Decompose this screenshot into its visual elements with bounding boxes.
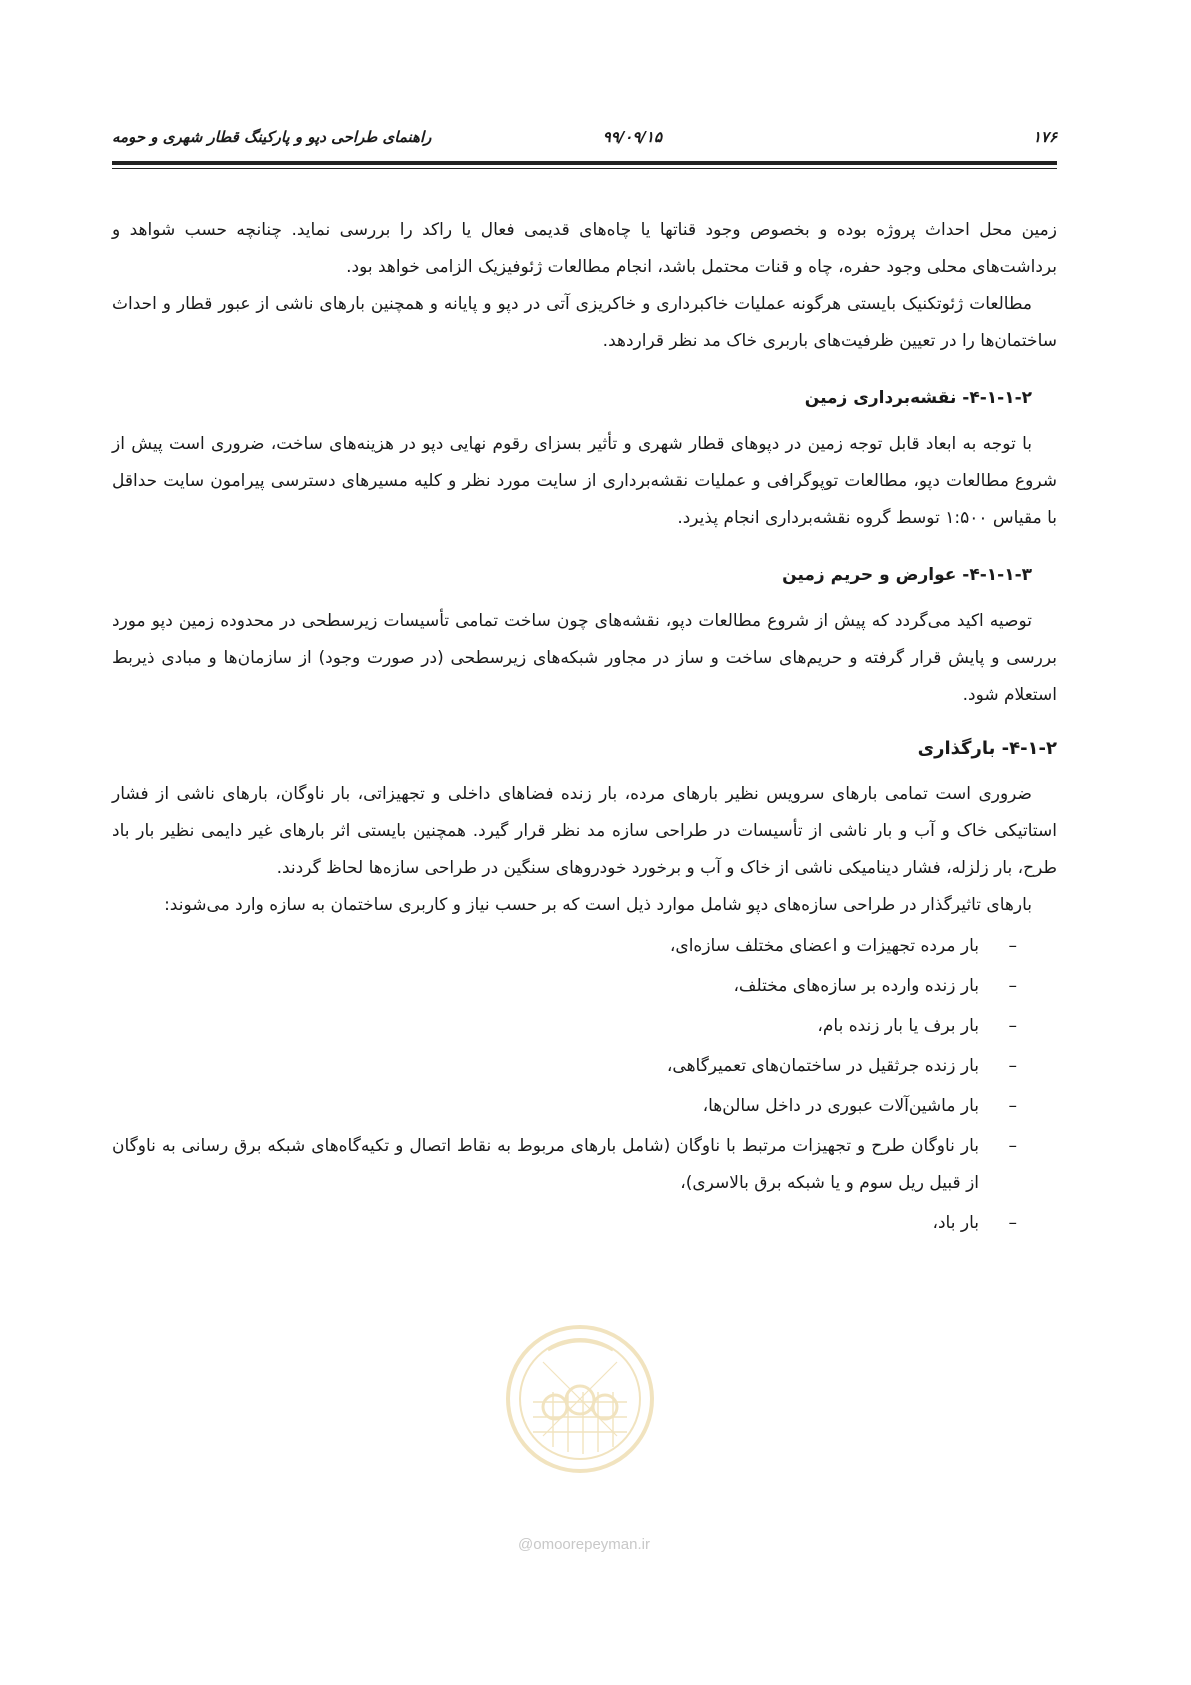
document-body — [112, 212, 1057, 1245]
header-date: ۹۹/۰۹/۱۵ — [602, 128, 662, 146]
paragraph-land-survey: با توجه به ابعاد قابل توجه زمین در دپوهای قطار شهری و تأثیر بسزای رقوم نهایی دپو در هزینه‌های ساخت، ضروری است پیش از شروع مطالعات دپو، مطالعات توپوگرافی و عملیات نقشه‌برداری از سایت مورد نظر و کلیه مسیرهای دسترسی پیرامون سایت حداقل با مقیاس ۱:۵۰۰ توسط گروه نقشه‌برداری انجام پذیرد. — [112, 434, 1057, 528]
list-dash: – — [1008, 1213, 1017, 1233]
list-item-text: بار ماشین‌آلات عبوری در داخل سالن‌ها، — [702, 1096, 979, 1116]
header-rule-thick — [112, 161, 1057, 165]
load-list — [112, 928, 1057, 1242]
list-item-text: بار زنده وارده بر سازه‌های مختلف، — [733, 976, 979, 996]
list-dash: – — [1008, 1056, 1017, 1076]
header-title: راهنمای طراحی دپو و پارکینگ قطار شهری و حومه — [112, 128, 432, 146]
paragraph-land-features: توصیه اکید می‌گردد که پیش از شروع مطالعات دپو، نقشه‌های چون ساخت تمامی تأسیسات زیرسطحی در محدوده زمین دپو مورد بررسی و پایش قرار گرفته و حریم‌های ساخت و ساز در مجاور شبکه‌های زیرسطحی (در صورت وجود) از سازمان‌ها و مبادی ذیربط استعلام شود. — [112, 611, 1057, 705]
section-heading-land-survey: ۴-۱-۱-۲- نقشه‌برداری زمین — [804, 388, 1032, 408]
list-item-text: بار مرده تجهیزات و اعضای مختلف سازه‌ای، — [669, 936, 979, 956]
paragraph-geotechnical: مطالعات ژئوتکنیک بایستی هرگونه عملیات خاکبرداری و خاکریزی آتی در دپو و پایانه و همچنین بارهای ناشی از عبور قطار و احداث ساختمان‌ها را در تعیین ظرفیت‌های باربری خاک مد نظر قراردهد. — [112, 294, 1057, 351]
list-item — [112, 968, 1017, 1005]
list-item — [112, 928, 1017, 965]
paragraph-loading: ضروری است تمامی بارهای سرویس نظیر بارهای مرده، بار زنده فضاهای داخلی و تجهیزاتی، بار ناوگان، بارهای ناشی از فشار استاتیکی خاک و آب و بار ناشی از تأسیسات در طراحی سازه مد نظر قرار گیرد. همچنین بایستی اثر بارهای غیر دایمی نظیر بار باد طرح، بار زلزله، فشار دینامیکی ناشی از خاک و آب و برخورد خودروهای سنگین در طراحی سازه‌ها لحاظ گردند. — [112, 784, 1057, 878]
list-item-text: بار زنده جرثقیل در ساختمان‌های تعمیرگاهی، — [666, 1056, 979, 1076]
header-rule-thin — [112, 168, 1057, 169]
paragraph-continuation: زمین محل احداث پروژه بوده و بخصوص وجود قناتها یا چاه‌های قدیمی فعال یا راکد را بررسی نماید. چنانچه حسب شواهد و برداشت‌های محلی وجود حفره، چاه و قنات محتمل باشد، انجام مطالعات ژئوفیزیک الزامی خواهد بود. — [112, 220, 1057, 277]
section-heading-land-features: ۴-۱-۱-۳- عوارض و حریم زمین — [782, 565, 1032, 585]
watermark-logo — [503, 1322, 657, 1476]
list-dash: – — [1008, 936, 1017, 956]
list-item — [112, 1128, 1017, 1202]
page-number: ۱۷۶ — [1032, 128, 1057, 146]
list-dash: – — [1008, 976, 1017, 996]
list-item-text: بار ناوگان طرح و تجهیزات مرتبط با ناوگان (شامل بارهای مربوط به نقاط اتصال و تکیه‌گاه‌های شبکه برق رسانی به ناوگان از قبیل ریل سوم و یا شبکه برق بالاسری)، — [112, 1136, 979, 1193]
list-dash: – — [1008, 1136, 1017, 1156]
list-item — [112, 1048, 1017, 1085]
list-item-text: بار باد، — [932, 1213, 979, 1233]
list-dash: – — [1008, 1096, 1017, 1116]
paragraph-loads-intro: بارهای تاثیرگذار در طراحی سازه‌های دپو شامل موارد ذیل است که بر حسب نیاز و کاربری ساختمان به سازه وارد می‌شوند: — [164, 895, 1032, 915]
list-dash: – — [1008, 1016, 1017, 1036]
section-heading-loading: ۴-۱-۲- بارگذاری — [917, 738, 1057, 759]
page-header — [112, 128, 1057, 154]
list-item-text: بار برف یا بار زنده بام، — [817, 1016, 979, 1036]
list-item — [112, 1088, 1017, 1125]
watermark-site: @omoorepeyman.ir — [518, 1536, 650, 1553]
list-item — [112, 1205, 1017, 1242]
list-item — [112, 1008, 1017, 1045]
